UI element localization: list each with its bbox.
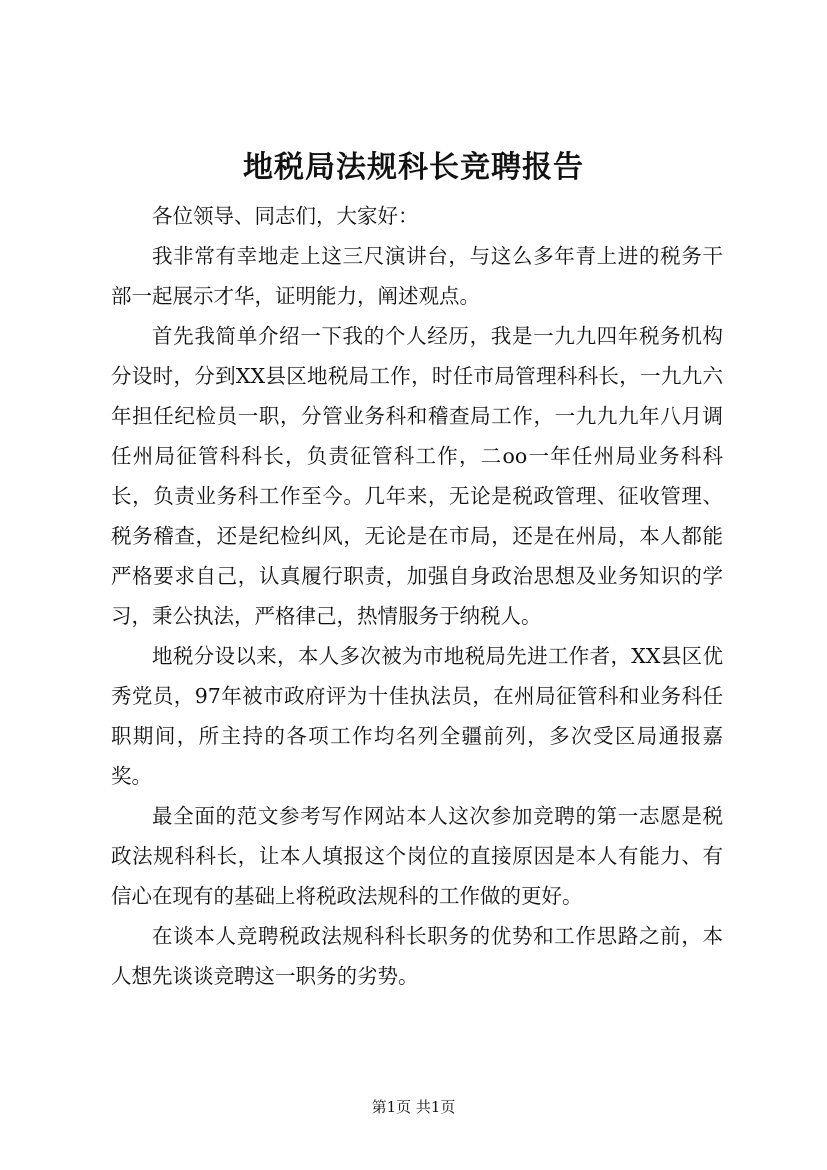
paragraph-choice: 最全面的范文参考写作网站本人这次参加竞聘的第一志愿是税政法规科科长，让本人填报这个岗位的直接原因是本人有能力、有信心在现有的基础上将税政法规科的工作做的更好。 [111,804,723,908]
paragraph-transition: 在谈本人竞聘税政法规科科长职务的优势和工作思路之前，本人想先谈谈竞聘这一职务的劣势。 [111,924,723,988]
paragraph-greeting: 各位领导、同志们，大家好： [152,204,419,228]
paragraph-honors: 地税分设以来，本人多次被为市地税局先进工作者，XX县区优秀党员，97年被市政府评为十佳执法员，在州局征管科和业务科任职期间，所主持的各项工作均名列全疆前列，多次受区局通报嘉奖。 [111,644,723,788]
paragraph-opening: 我非常有幸地走上这三尺演讲台，与这么多年青上进的税务干部一起展示才华，证明能力，阐述观点。 [111,244,723,308]
document-body [111,196,723,996]
document-title: 地税局法规科长竞聘报告 [243,150,584,185]
paragraph-experience: 首先我简单介绍一下我的个人经历，我是一九九四年税务机构分设时，分到XX县区地税局工作，时任市局管理科科长，一九九六年担任纪检员一职，分管业务科和稽查局工作，一九九九年八月调任州局征管科科长，负责征管科工作，二oo一年任州局业务科科长，负责业务科工作至今。几年来，无论是税政管理、征收管理、税务稽查，还是纪检纠风，无论是在市局，还是在州局，本人都能严格要求自己，认真履行职责，加强自身政治思想及业务知识的学习，秉公执法，严格律己，热情服务于纳税人。 [111,324,723,628]
page-footer: 第1页 共1页 [371,1098,456,1116]
